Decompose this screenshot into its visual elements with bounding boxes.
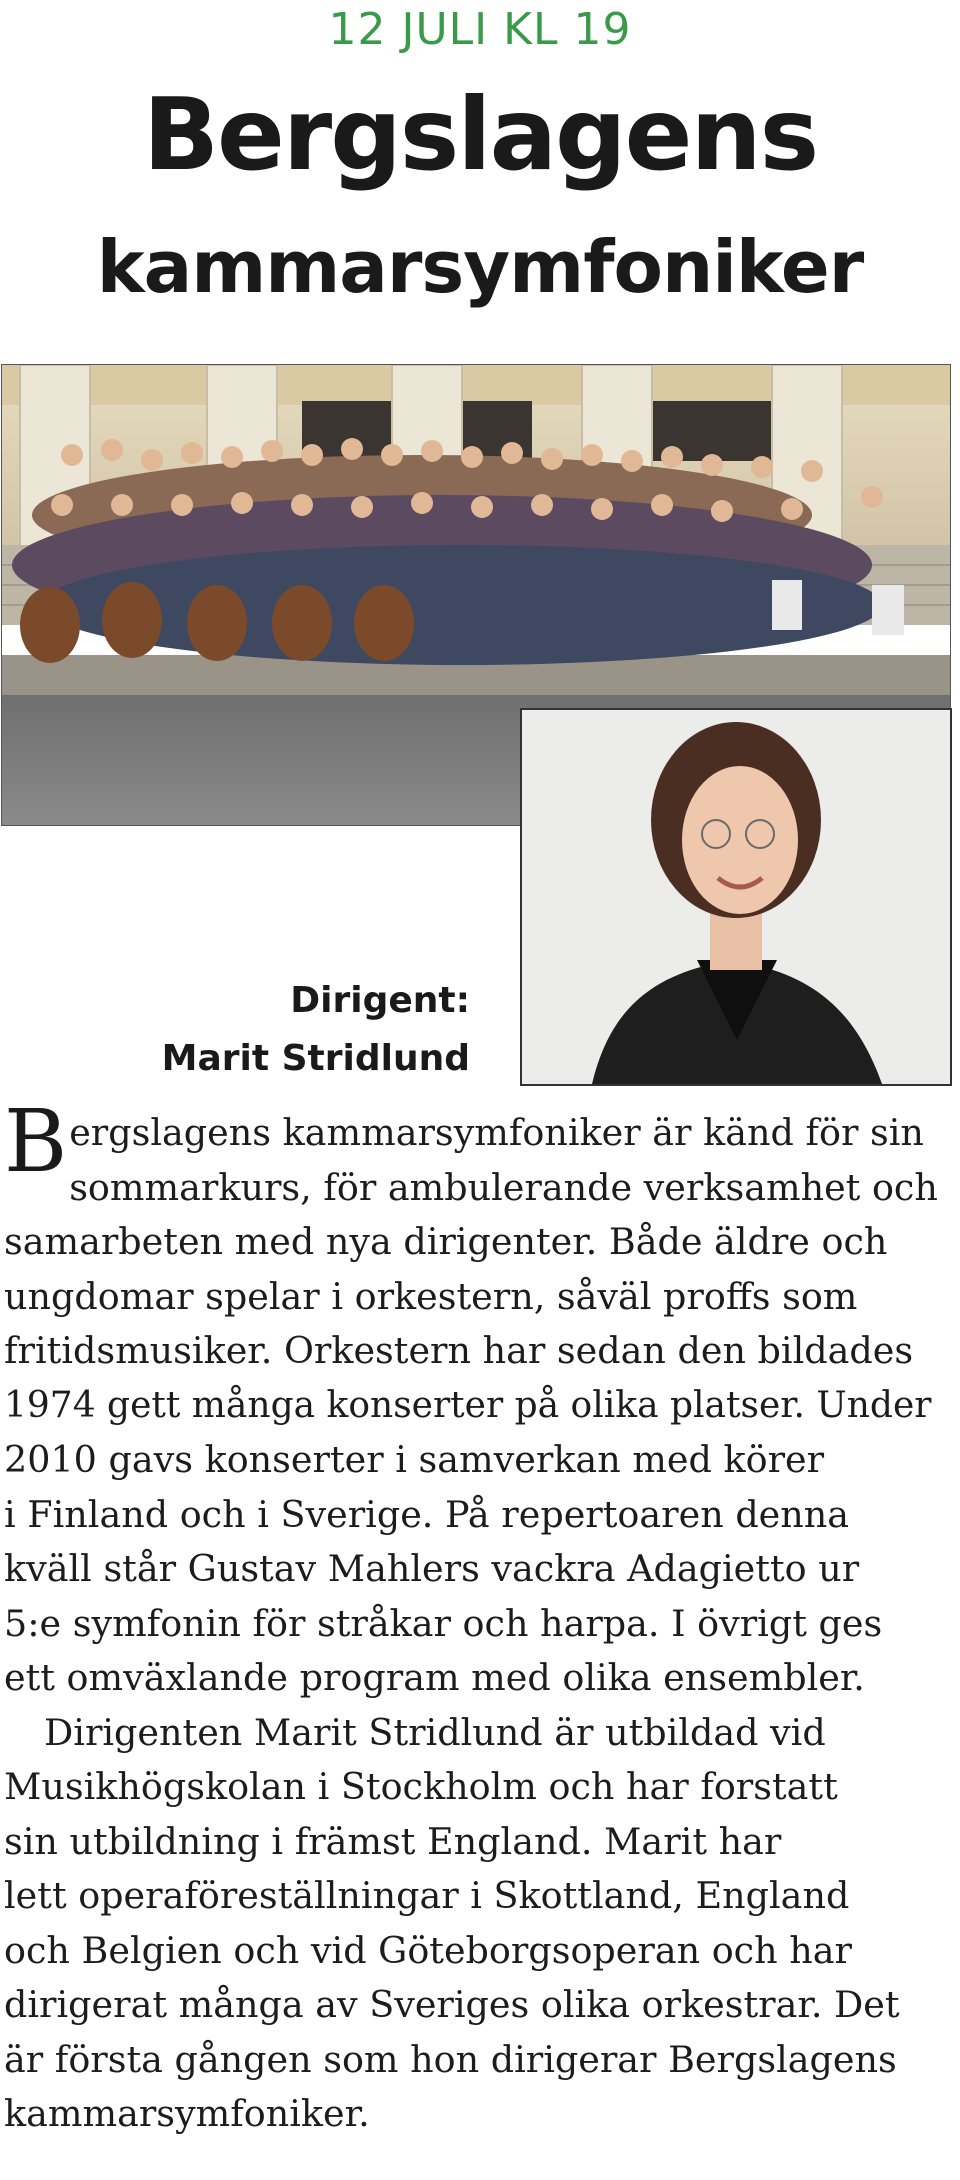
text-line: ergslagens kammarsymfoniker är känd för sin xyxy=(69,1111,924,1154)
text-line: dirigerat många av Sveriges olika orkestrar. Det xyxy=(4,1983,900,2026)
text-line: Musikhögskolan i Stockholm och har forstatt xyxy=(4,1765,838,1808)
text-line: är första gången som hon dirigerar Bergslagens xyxy=(4,2037,897,2081)
text-line: 5:e symfonin för stråkar och harpa. I övrigt ges xyxy=(4,1601,883,1645)
text-line: ett omväxlande program med olika ensembler. xyxy=(4,1656,865,1699)
text-line: sin utbildning i främst England. Marit har xyxy=(4,1819,782,1863)
text-line: kväll står Gustav Mahlers vackra Adagietto ur xyxy=(4,1547,860,1590)
drop-cap: B xyxy=(4,1092,68,1192)
article-paragraph-1 xyxy=(4,1092,942,1706)
caption-conductor-name: Marit Stridlund xyxy=(161,1038,470,1079)
event-date: 12 JULI KL 19 xyxy=(328,4,632,55)
page-title: Bergslagens xyxy=(142,76,818,193)
article-body xyxy=(4,1092,942,2142)
text-line: och Belgien och vid Göteborgsoperan och har xyxy=(4,1928,852,1972)
text-line: 2010 gavs konserter i samverkan med körer xyxy=(4,1438,825,1481)
text-line: ungdomar spelar i orkestern, såväl proffs som xyxy=(4,1274,858,1318)
text-line: sommarkurs, för ambulerande verksamhet och xyxy=(69,1165,938,1209)
text-line: samarbeten med nya dirigenter. Både äldre och xyxy=(4,1220,888,1263)
article-paragraph-2 xyxy=(4,1706,942,2142)
text-line: 1974 gett många konserter på olika platser. Under xyxy=(4,1384,932,1426)
conductor-portrait-photo xyxy=(520,708,952,1086)
text-line: kammarsymfoniker. xyxy=(4,2092,370,2135)
text-line: fritidsmusiker. Orkestern har sedan den bildades xyxy=(4,1329,914,1372)
page-subtitle: kammarsymfoniker xyxy=(96,225,864,309)
text-line: lett operaföreställningar i Skottland, England xyxy=(4,1874,850,1917)
caption-label: Dirigent: xyxy=(290,980,470,1021)
text-line: i Finland och i Sverige. På repertoaren denna xyxy=(4,1492,850,1536)
text-line: Dirigenten Marit Stridlund är utbildad vid xyxy=(44,1710,826,1754)
photo-caption xyxy=(70,972,470,1088)
